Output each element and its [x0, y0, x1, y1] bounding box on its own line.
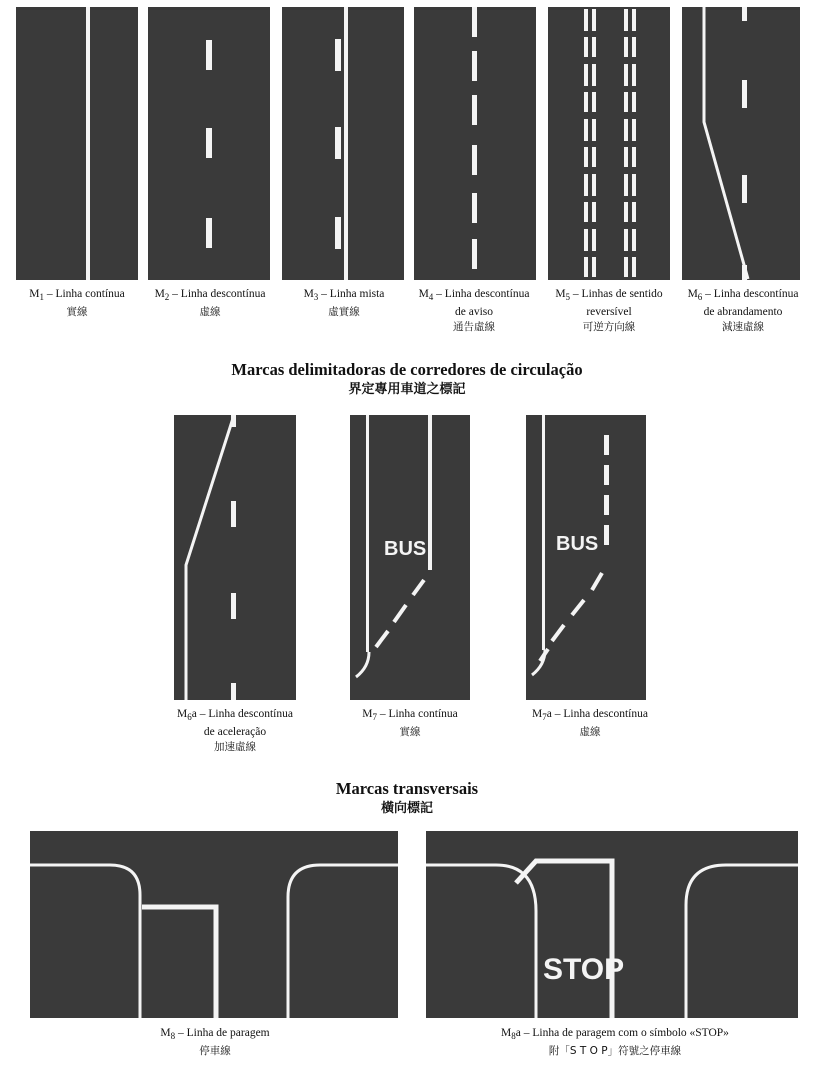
- road-m5-diagram: [548, 7, 670, 280]
- section-title: Marcas delimitadoras de corredores de circulação: [231, 360, 583, 379]
- road-m6-diagram: [682, 7, 800, 280]
- road-m3-diagram: [282, 7, 404, 280]
- road-m7a-diagram: [526, 415, 646, 700]
- caption-m5-zh: 可逆方向線: [582, 321, 636, 333]
- caption-m7a: $M_7a$ – Linha descontínua 虛線: [532, 708, 648, 738]
- caption-m3-zh: 虛實線: [328, 306, 360, 318]
- panel-m4: [414, 7, 536, 280]
- road-m8-diagram: [30, 831, 398, 1018]
- bus-lane-left-line: [366, 415, 369, 652]
- road-m2-diagram: [148, 7, 270, 280]
- panel-m5: [548, 7, 670, 280]
- panel-m8: [30, 831, 398, 1018]
- panel-m1: [16, 7, 138, 280]
- continuous-line: [86, 7, 90, 280]
- road-m4-diagram: [414, 7, 536, 280]
- panel-m8a: [426, 831, 798, 1018]
- caption-m7-zh: 實線: [399, 726, 421, 738]
- road-m8a-diagram: [426, 831, 798, 1018]
- section-heading-transversal: [0, 779, 814, 819]
- road-m7-diagram: [350, 415, 470, 700]
- caption-m6a-zh: 加速虛線: [214, 741, 256, 753]
- panel-m6a: [174, 415, 296, 700]
- caption-m8a-zh: 附「S T O P」符號之停車線: [548, 1045, 682, 1057]
- caption-m4-zh: 通告虛線: [453, 321, 495, 333]
- panel-m7: [350, 415, 470, 700]
- section-title: Marcas transversais: [335, 779, 479, 798]
- section-title-zh: 橫向標記: [380, 801, 433, 816]
- caption-m6: $M_6$ – Linha descontínua de abrandamento 減速虛線: [687, 288, 799, 333]
- section-heading-corridors: [0, 360, 814, 400]
- bus-road-text: BUS: [384, 538, 427, 560]
- caption-m5: $M_5$ – Linhas de sentido reversível 可逆方向線: [555, 288, 663, 333]
- caption-m2: $M_2$ – Linha descontínua 虛線: [154, 288, 266, 318]
- caption-m6a: $M_6a$ – Linha descontínua de aceleração 加速虛線: [177, 708, 293, 753]
- panel-m6: [682, 7, 800, 280]
- panel-m2: [148, 7, 270, 280]
- caption-m2-zh: 虛線: [199, 306, 221, 318]
- caption-m7a-zh: 虛線: [579, 726, 601, 738]
- caption-m4: $M_4$ – Linha descontínua de aviso 通告虛線: [418, 288, 530, 333]
- road-m1-diagram: [16, 7, 138, 280]
- caption-m8-zh: 停車線: [199, 1045, 231, 1057]
- road-m6a-diagram: [174, 415, 296, 700]
- bus-lane-left-line: [542, 415, 545, 650]
- caption-m1: $M_1$ – Linha contínua 實線: [29, 288, 125, 318]
- stop-road-text: STOP: [543, 953, 625, 986]
- caption-m7: $M_7$ – Linha contínua 實線: [362, 708, 458, 738]
- caption-m6-zh: 減速虛線: [722, 321, 764, 333]
- panel-m7a: [526, 415, 646, 700]
- bus-road-text: BUS: [556, 533, 599, 555]
- caption-m1-zh: 實線: [66, 306, 88, 318]
- panel-m3: [282, 7, 404, 280]
- caption-m8: $M_8$ – Linha de paragem 停車線: [160, 1027, 270, 1057]
- section-title-zh: 界定專用車道之標記: [348, 382, 466, 397]
- caption-m8a: $M_8a$ – Linha de paragem com o símbolo «STOP» 附「S T O P」符號之停車線: [501, 1027, 729, 1057]
- caption-m3: $M_3$ – Linha mista 虛實線: [303, 288, 385, 318]
- bus-lane-continuous-line: [428, 415, 432, 570]
